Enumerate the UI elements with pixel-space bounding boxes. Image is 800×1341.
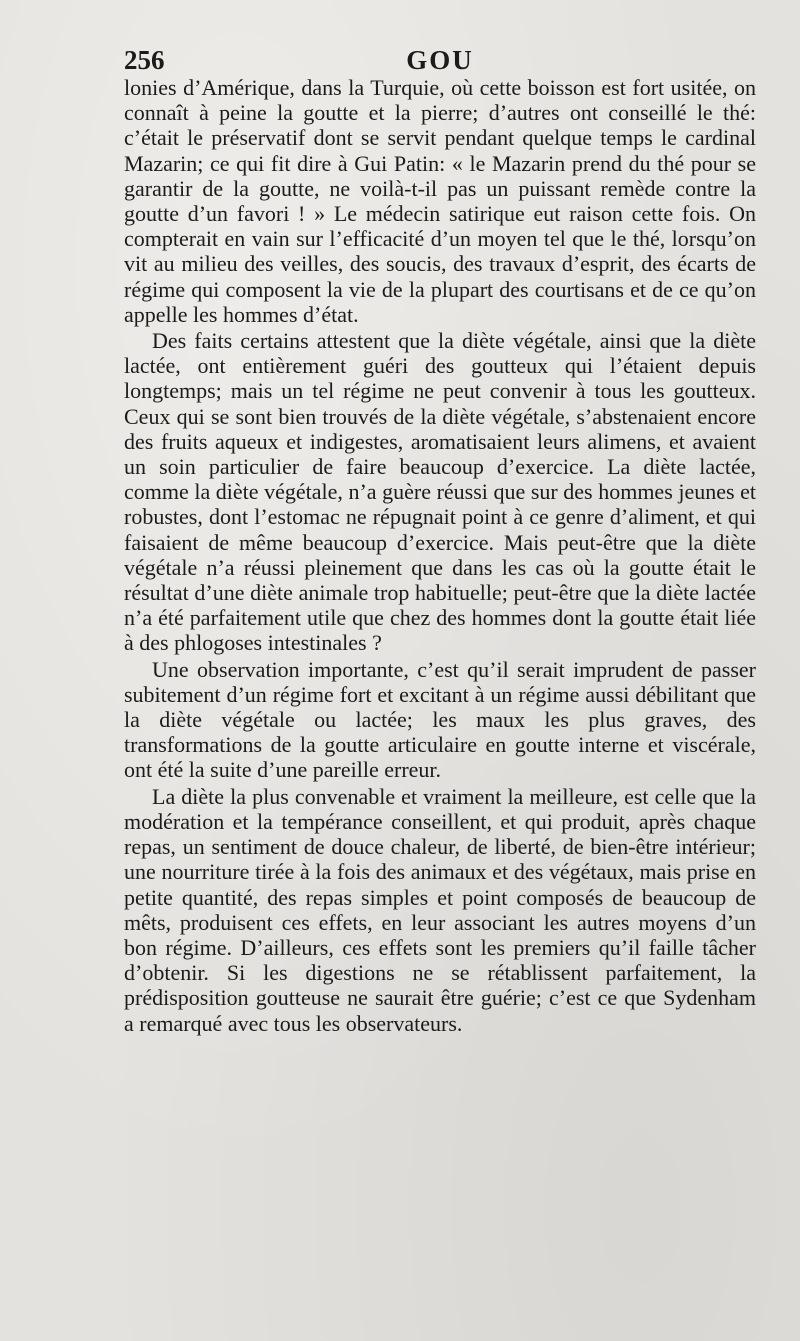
paragraph-best-diet: La diète la plus convenable et vraiment la meilleure, est celle que la modération et la tempérance conseillent, et qui produit, après chaque repas, un sentiment de douce chaleur, de liberté, de bien-être intérieur; une nourriture tirée à la fois des animaux et des végétaux, mais prise en petite quantité, des repas simples et point composés de beaucoup de mêts, produisent ces effets, en leur associant les autres moyens d’un bon régime. D’ailleurs, ces effets sont les premiers qu’il faille tâcher d’obtenir. Si les digestions ne se rétablissent parfaitement, la prédisposition goutteuse ne saurait être guérie; c’est ce que Sydenham a remarqué avec tous les observateurs. [124, 783, 756, 1036]
paragraph-observation: Une observation importante, c’est qu’il serait imprudent de passer subitement d’un régime fort et excitant à un régime aussi débilitant que la diète végétale ou lactée; les maux les plus graves, des transformations de la goutte articulaire en goutte interne et viscérale, ont été la suite d’une pareille erreur. [124, 656, 756, 783]
paragraph-diets: Des faits certains attestent que la diète végétale, ainsi que la diète lactée, ont entièrement guéri des goutteux qui l’étaient depuis longtemps; mais un tel régime ne peut convenir à tous les goutteux. Ceux qui se sont bien trouvés de la diète végétale, s’abstenaient encore des fruits aqueux et indigestes, aromatisaient leurs alimens, et avaient un soin particulier de faire beaucoup d’exercice. La diète lactée, comme la diète végétale, n’a guère réussi que sur des hommes jeunes et robustes, dont l’estomac ne répugnait point à ce genre d’aliment, et qui faisaient de même beaucoup d’exercice. Mais peut-être que la diète végétale n’a réussi pleinement que dans les cas où la goutte était le résultat d’une diète animale trop habituelle; peut-être que la diète lactée n’a été parfaitement utile que chez des hommes dont la goutte était liée à des phlogoses intestinales ? [124, 328, 756, 656]
paragraph-continuation: lonies d’Amérique, dans la Turquie, où cette boisson est fort usitée, on connaît à peine la goutte et la pierre; d’autres ont conseillé le thé: c’était le préservatif dont se servit pendant quelque temps le cardinal Mazarin; ce qui fit dire à Gui Patin: « le Mazarin prend du thé pour se garantir de la goutte, ne voilà-t-il pas un puissant remède contre la goutte d’un favori ! » Le médecin satirique eut raison cette fois. On compterait en vain sur l’efficacité d’un moyen tel que le thé, lorsqu’on vit au milieu des veilles, des soucis, des travaux d’esprit, des écarts de régime qui composent la vie de la plupart des courtisans et de ce qu’on appelle les hommes d’état. [124, 75, 756, 327]
body-text [124, 75, 756, 1037]
page-header [124, 42, 756, 78]
page-number: 256 [124, 45, 165, 75]
running-head: GOU [406, 45, 474, 75]
